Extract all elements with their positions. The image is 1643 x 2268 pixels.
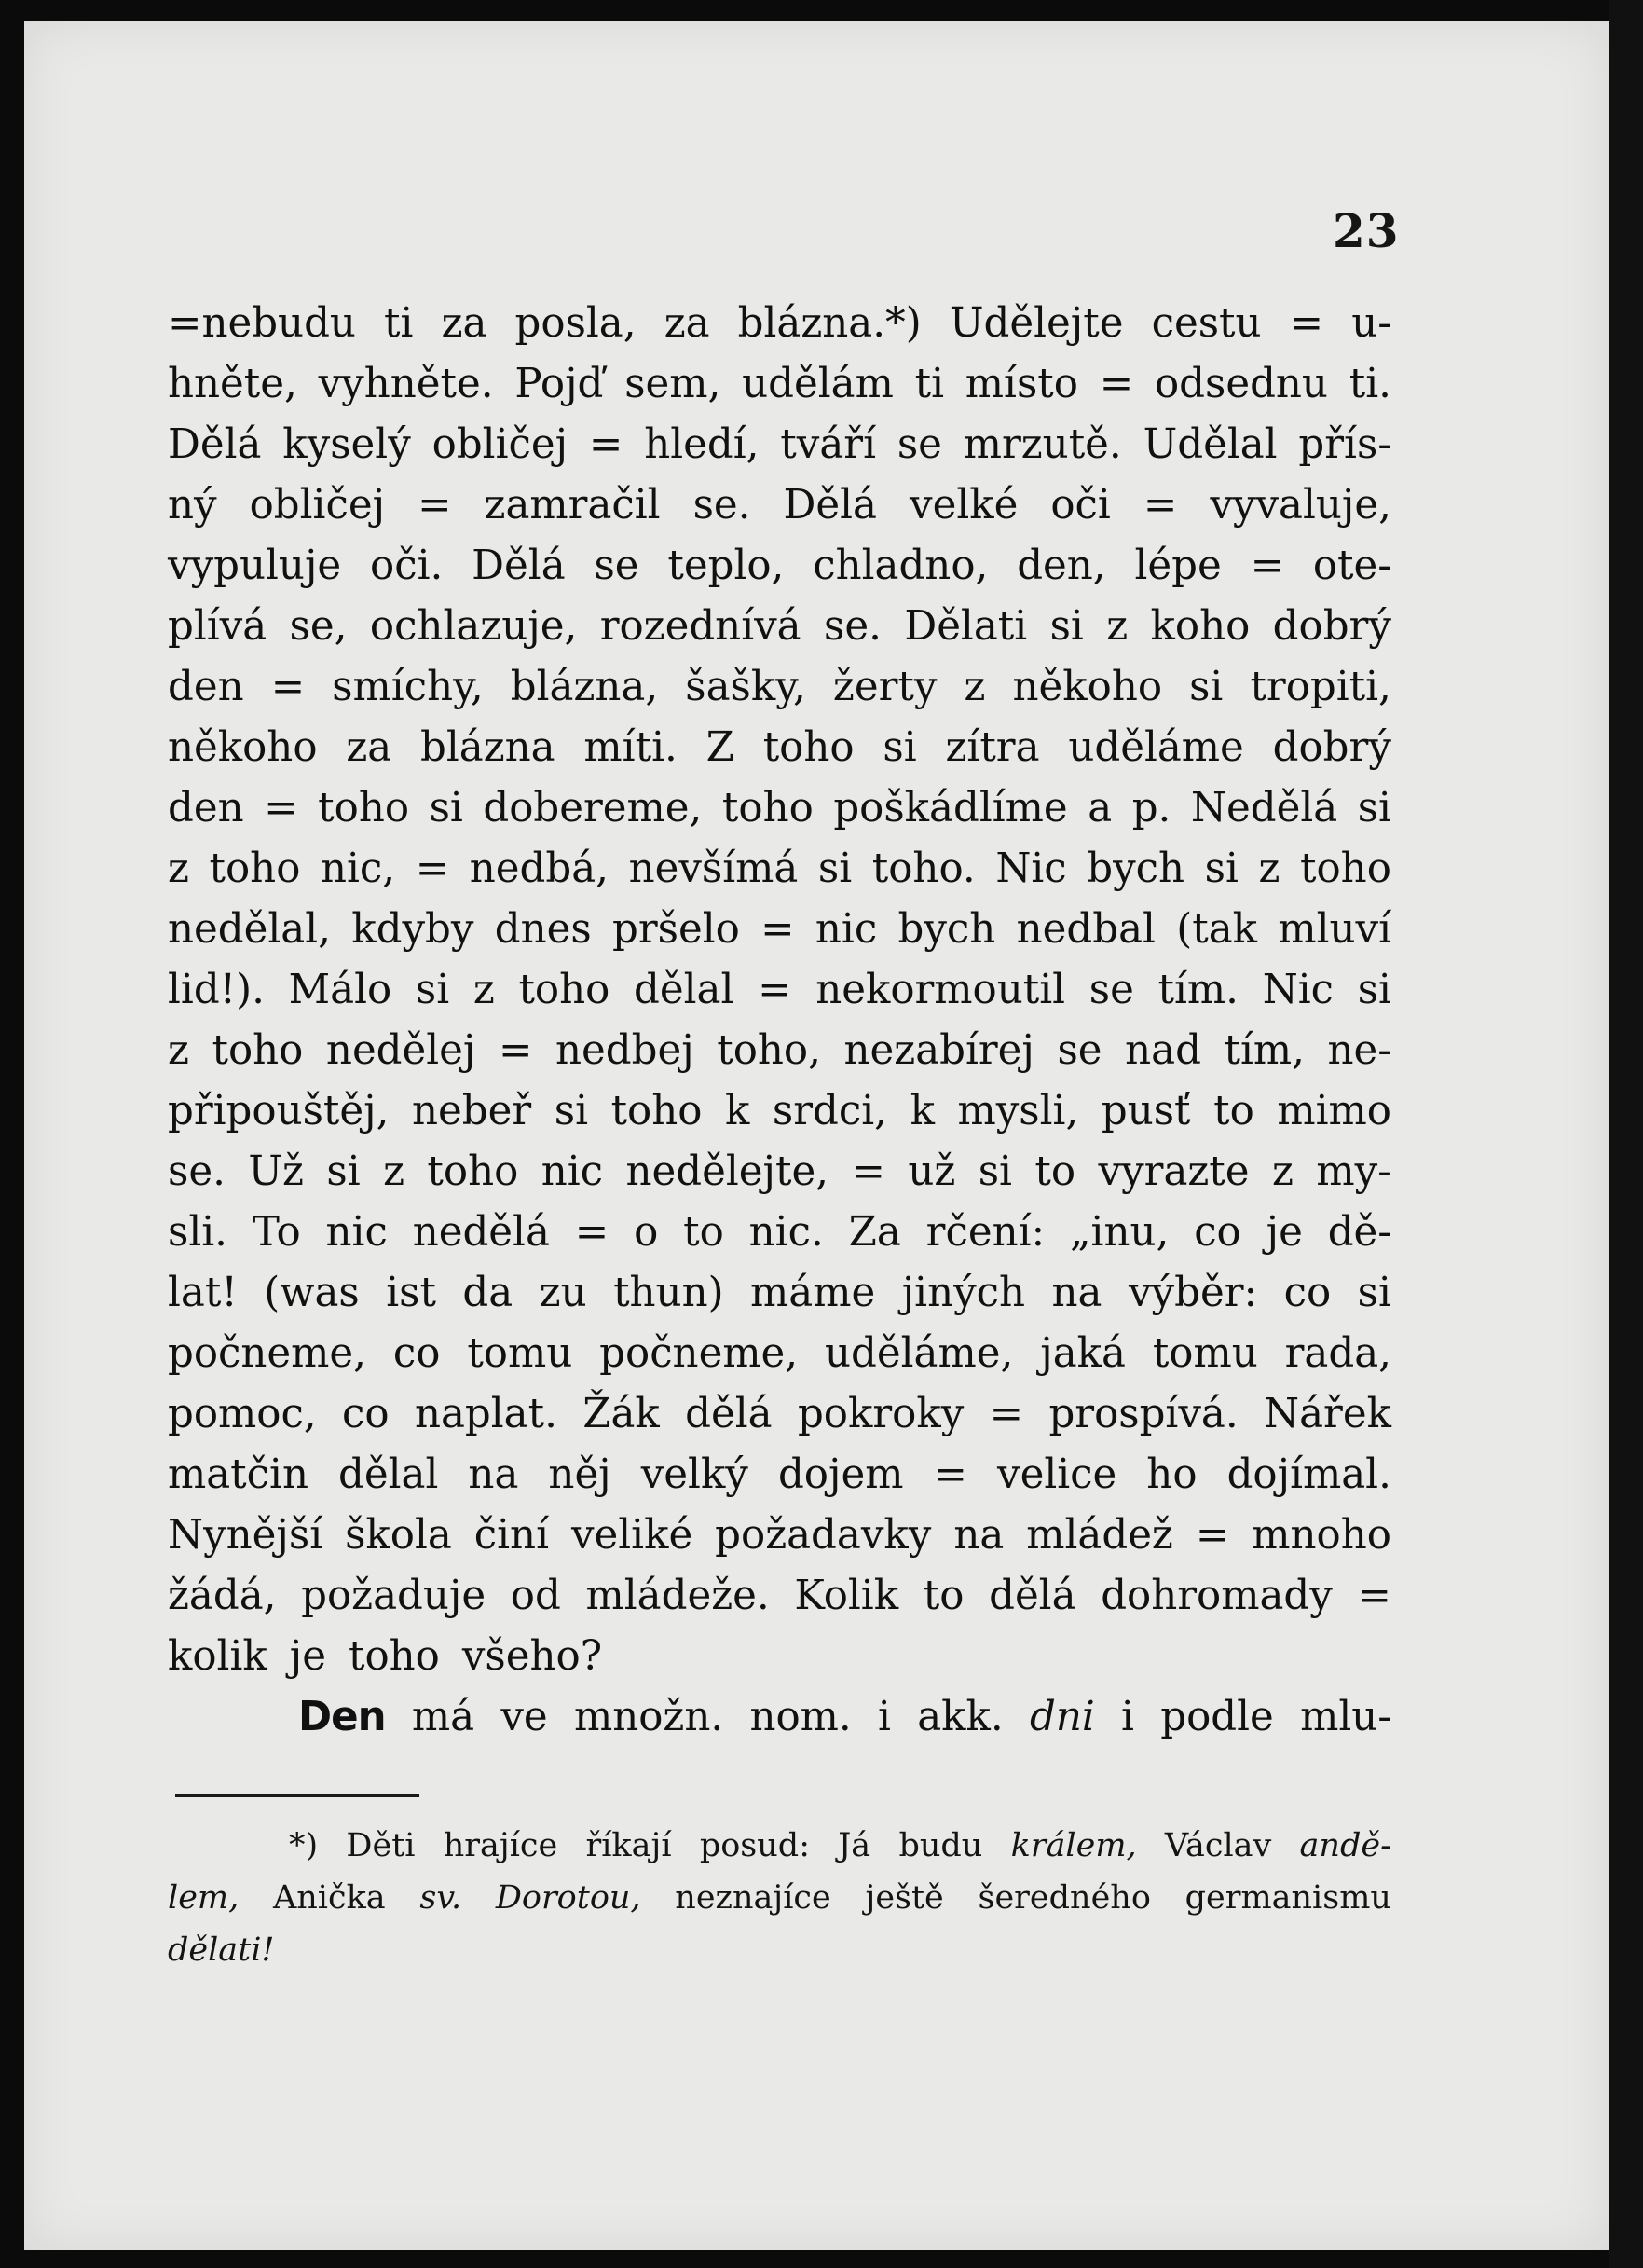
text-line: Nynější škola činí veliké požadavky na mládež = mnoho	[168, 1512, 1391, 1559]
den-heading: Den	[298, 1694, 386, 1740]
text-line: =nebudu ti za posla, za blázna.*) Udělejte cestu = u-	[168, 300, 1391, 347]
text-line: z toho nic, = nedbá, nevšímá si toho. Nic bych si z toho	[168, 845, 1391, 892]
text-line: pomoc, co naplat. Žák dělá pokroky = prospívá. Nářek	[168, 1391, 1391, 1437]
footnote-line: *) Děti hrajíce říkají posud: Já budu králem, Václav andě-	[289, 1827, 1391, 1864]
text-line: někoho za blázna míti. Z toho si zítra uděláme dobrý	[168, 724, 1391, 771]
text-line: počneme, co tomu počneme, uděláme, jaká tomu rada,	[168, 1330, 1391, 1377]
footnote	[168, 1820, 1391, 1976]
text-line: lat! (was ist da zu thun) máme jiných na výběr: co si	[168, 1270, 1391, 1316]
page-number: 23	[1333, 203, 1400, 258]
text-line: ný obličej = zamračil se. Dělá velké oči = vyvaluje,	[168, 482, 1391, 529]
text-line-den: Den má ve množn. nom. i akk. dni i podle mlu-	[168, 1687, 1391, 1748]
text-line: kolik je toho všeho?	[168, 1633, 603, 1680]
footnote-rule	[175, 1794, 419, 1797]
text-line: se. Už si z toho nic nedělejte, = už si to vyrazte z my-	[168, 1148, 1391, 1195]
page-edge	[1609, 0, 1643, 2268]
footnote-line: dělati!	[168, 1931, 275, 1969]
text-line: Dělá kyselý obličej = hledí, tváří se mrzutě. Udělal přís-	[168, 421, 1391, 468]
text-line: hněte, vyhněte. Pojď sem, udělám ti místo = odsednu ti.	[168, 361, 1391, 407]
text-line: sli. To nic nedělá = o to nic. Za rčení: „inu, co je dě-	[168, 1209, 1391, 1256]
text-line: plívá se, ochlazuje, rozednívá se. Dělati si z koho dobrý	[168, 603, 1391, 650]
text-line: připouštěj, nebeř si toho k srdci, k mysli, pusť to mimo	[168, 1088, 1391, 1134]
text-line: z toho nedělej = nedbej toho, nezabírej se nad tím, ne-	[168, 1027, 1391, 1074]
text-line: žádá, požaduje od mládeže. Kolik to dělá dohromady =	[168, 1573, 1391, 1619]
text-line: matčin dělal na něj velký dojem = velice ho dojímal.	[168, 1451, 1391, 1498]
text-line: den = smíchy, blázna, šašky, žerty z někoho si tropiti,	[168, 664, 1391, 710]
footnote-line: lem, Anička sv. Dorotou, neznajíce ještě šeredného germanismu	[168, 1879, 1391, 1917]
text-line: nedělal, kdyby dnes pršelo = nic bych nedbal (tak mluví	[168, 906, 1391, 953]
text-line: lid!). Málo si z toho dělal = nekormoutil se tím. Nic si	[168, 967, 1391, 1013]
text-line: den = toho si dobereme, toho poškádlíme a p. Nedělá si	[168, 785, 1391, 832]
text-line: vypuluje oči. Dělá se teplo, chladno, den, lépe = ote-	[168, 543, 1391, 589]
body-text	[168, 294, 1391, 1748]
